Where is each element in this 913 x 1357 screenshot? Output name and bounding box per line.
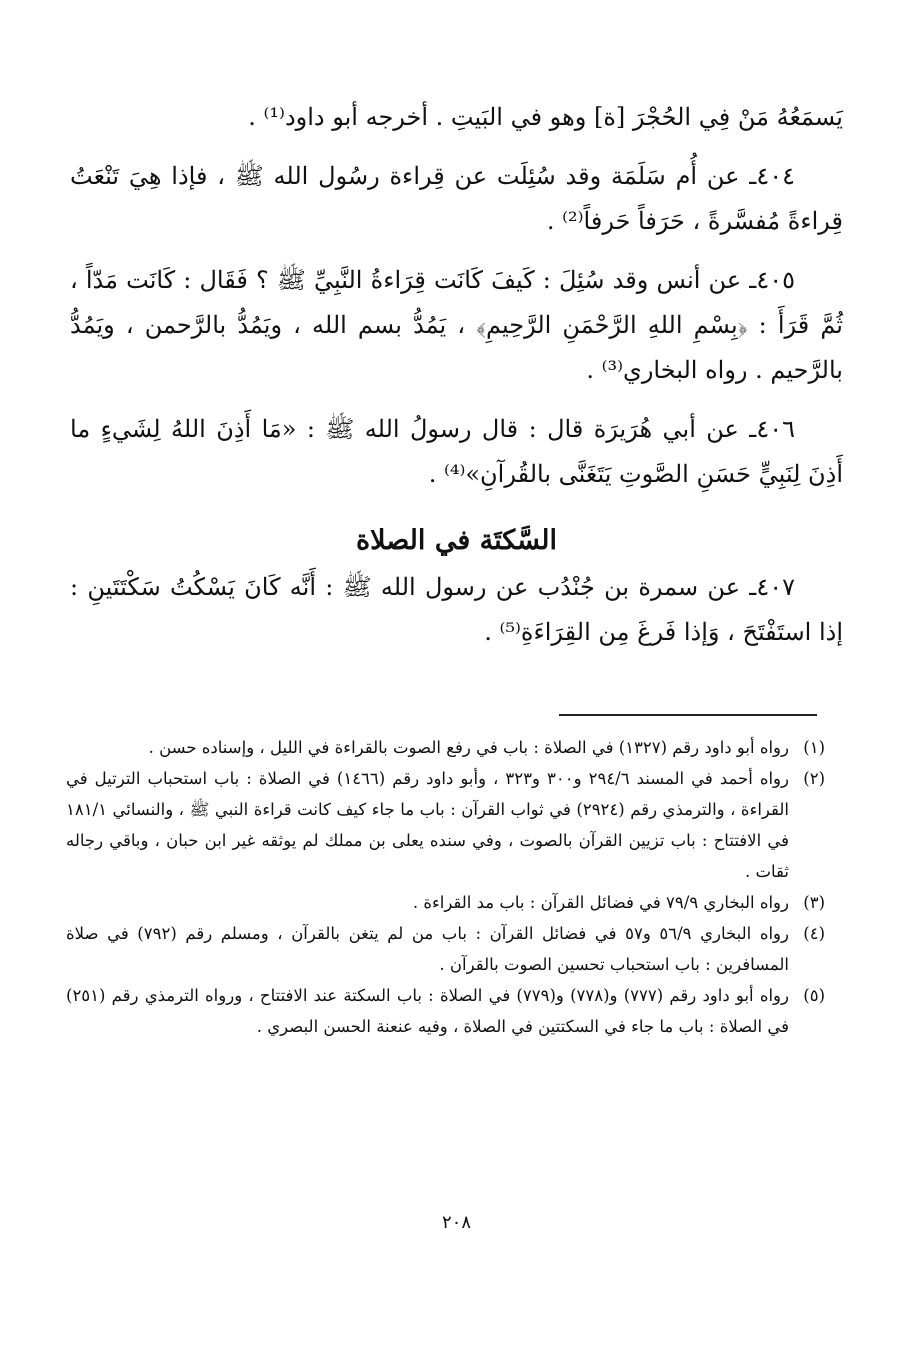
main-text [70,95,843,655]
footnote-text: رواه أبو داود رقم (٧٧٧) و(٧٧٨) و(٧٧٩) في الصلاة : باب السكتة عند الافتتاح ، ورواه الترمذي رقم (٢٥١) في الصلاة : باب ما جاء في السكتتين في الصلاة ، وفيه عنعنة الحسن البصري . [66,986,789,1036]
hadith-403-continuation: يَسمَعُهُ مَنْ فِي الحُجْرَ [ة] وهو في البَيتِ . أخرجه أبو داود⁽¹⁾ . [248,103,843,131]
section-title: السَّكتَة في الصلاة [356,525,557,556]
hadith-number: ٤٠٤ـ [749,162,795,190]
footnote-text: رواه أبو داود رقم (١٣٢٧) في الصلاة : باب في رفع الصوت بالقراءة في الليل ، وإسناده حسن . [148,738,789,757]
footnote-1 [66,732,825,763]
hadith-number: ٤٠٧ـ [749,573,795,601]
footnote-5 [66,980,825,1042]
footnote-text: رواه البخاري ٧٩/٩ في فضائل القرآن : باب مد القراءة . [412,893,789,912]
hadith-number: ٤٠٦ـ [749,415,795,443]
hadith-405 [70,258,843,393]
hadith-text: عن أبي هُرَيرَة قال : قال رسولُ الله ﷺ : «مَا أَذِنَ اللهُ لِشَيءٍ ما أَذِنَ لِنَبِيٍّ حَسَنِ الصَّوتِ يَتَغَنَّى بالقُرآنِ»⁽⁴⁾ . [70,415,843,488]
footnote-2 [66,763,825,887]
footnote-number: (١) [803,738,825,757]
hadith-text: عن سمرة بن جُنْدُب عن رسول الله ﷺ : أَنَّه كَانَ يَسْكُتُ سَكْتَتَينِ : إذا استَفْتَحَ ، وَإذا فَرغَ مِن القِرَاءَةِ⁽⁵⁾ . [70,573,843,646]
hadith-text: عن أنس وقد سُئِلَ : كَيفَ كَانَت قِرَاءةُ النَّبِيِّ ﷺ ؟ فَقَال : كَانَت مَدّاً ، ثُمَّ قَرَأَ : ﴿بِسْمِ اللهِ الرَّحْمَنِ الرَّحِيمِ﴾ ، يَمُدُّ بسم الله ، ويَمُدُّ بالرَّحمن ، ويَمُدُّ بالرَّحيم . رواه البخاري⁽³⁾ . [70,266,843,384]
hadith-text: عن أُم سَلَمَة وقد سُئِلَت عن قِراءة رسُول الله ﷺ ، فإذا هِيَ تَنْعَتُ قِراءةً مُفسَّرةً ، حَرَفاً حَرفاً⁽²⁾ . [70,162,843,235]
footnote-text: رواه البخاري ٥٦/٩ و٥٧ في فضائل القرآن : باب من لم يتغن بالقرآن ، ومسلم رقم (٧٩٢) في صلاة المسافرين : باب استحباب تحسين الصوت بالقرآن . [66,924,789,974]
footnote-number: (٤) [803,924,825,943]
footnote-number: (٣) [803,893,825,912]
page-number: ٢٠٨ [441,1212,471,1233]
hadith-406 [70,407,843,497]
footnote-separator [559,714,817,716]
footnote-text: رواه أحمد في المسند ٢٩٤/٦ و٣٠٠ و٣٢٣ ، وأبو داود رقم (١٤٦٦) في الصلاة : باب استحباب الترتيل في القراءة ، والترمذي رقم (٢٩٢٤) في ثواب القرآن : باب ما جاء كيف كانت قراءة النبي ﷺ ، والنسائي ١٨١/١ في الافتتاح : باب تزيين القرآن بالصوت ، وفي سنده يعلى بن مملك لم يوثقه غير ابن حبان ، وباقي رجاله ثقات . [66,769,789,881]
footnotes [66,732,825,1042]
hadith-404 [70,154,843,244]
footnote-4 [66,918,825,980]
footnote-number: (٢) [803,769,825,788]
hadith-407 [70,565,843,655]
hadith-number: ٤٠٥ـ [749,266,795,294]
footnote-number: (٥) [803,986,825,1005]
footnote-3 [66,887,825,918]
